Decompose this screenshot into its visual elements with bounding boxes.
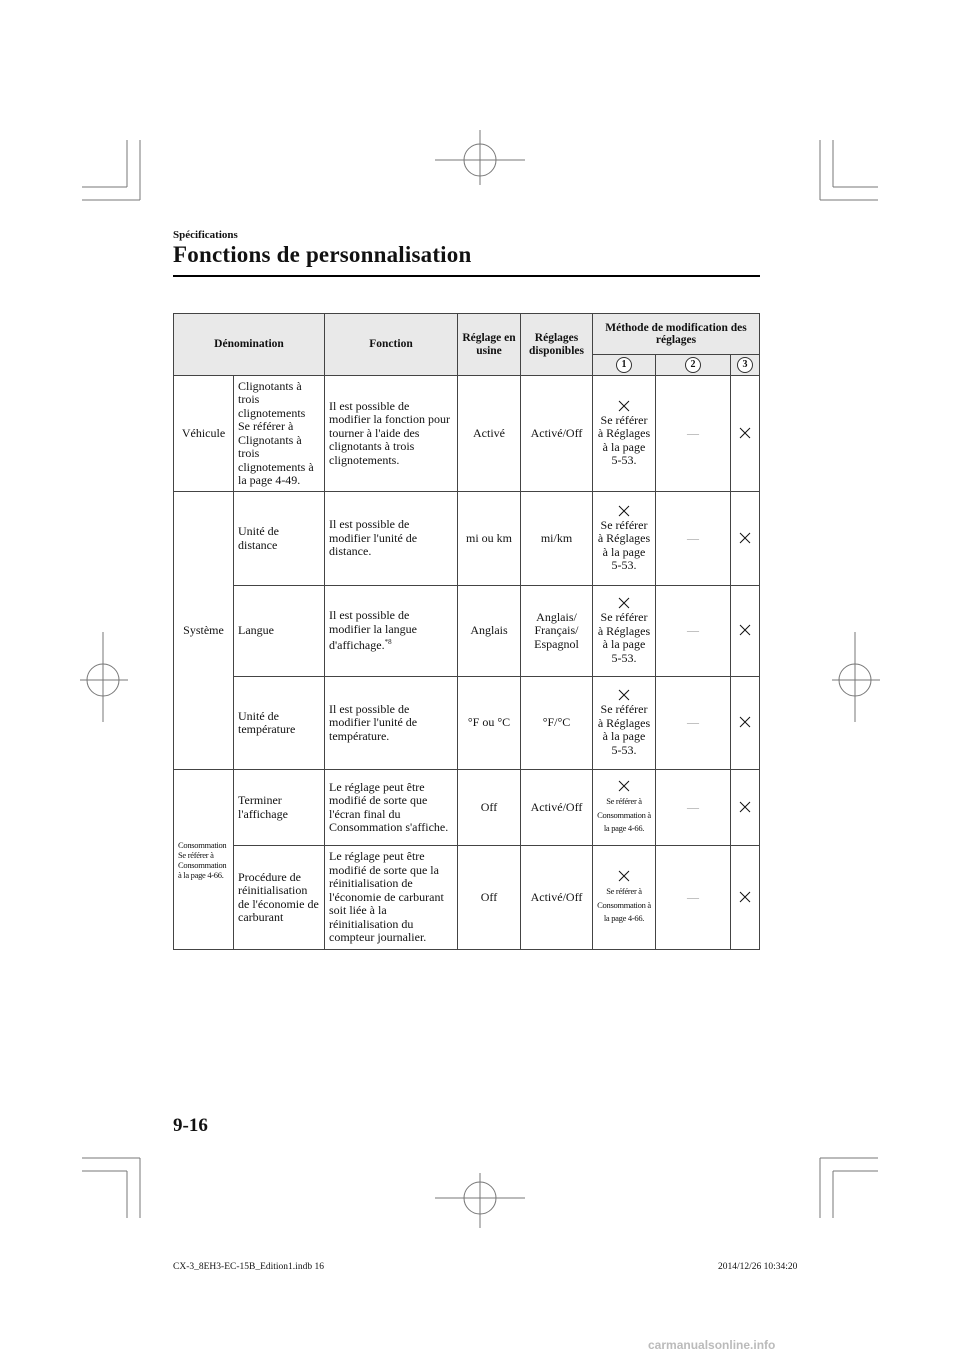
cross-icon [739,801,751,813]
customization-table [173,313,760,950]
method-reference: Se référer à Réglages à la page 5-53. [597,412,651,467]
method-1-cell [593,770,656,846]
cross-icon [618,780,630,792]
footnote-marker: *8 [384,638,392,647]
function-name-cell: Unité de distance [234,492,325,586]
dash-icon: — [687,425,699,440]
dash-icon: — [687,889,699,904]
description-cell: Il est possible de modifier l'unité de température. [325,677,458,770]
method-2-cell [656,846,731,950]
table-row [174,586,760,677]
method-1-cell [593,376,656,492]
method-3-cell [731,677,760,770]
header-methode: Méthode de modification des réglages [593,314,760,355]
title-divider [173,275,760,277]
table-row [174,846,760,950]
factory-cell: mi ou km [458,492,521,586]
description-cell [325,586,458,677]
method-2-cell [656,492,731,586]
footer-timestamp: 2014/12/26 10:34:20 [718,1262,798,1272]
method-2-cell [656,677,731,770]
table-row [174,770,760,846]
factory-cell: Anglais [458,586,521,677]
circled-number-1-icon: 1 [616,357,632,373]
description-text: Il est possible de modifier la langue d'affichage. [329,608,417,653]
group-cell: Système [174,492,234,770]
factory-cell: °F ou °C [458,677,521,770]
method-1-cell [593,586,656,677]
function-name-cell: Procédure de réinitialisation de l'économie de carburant [234,846,325,950]
function-name-cell: Clignotants à trois clignotements Se référer à Clignotants à trois clignotements à la page 4-49. [234,376,325,492]
dash-icon: — [687,623,699,638]
cross-icon [739,427,751,439]
method-2-cell [656,770,731,846]
cross-icon [618,400,630,412]
method-reference: Se référer à Réglages à la page 5-53. [597,517,651,572]
header-reglages-disponibles: Réglages disponibles [521,314,593,376]
watermark: carmanualsonline.info [648,1338,776,1352]
available-cell: °F/°C [521,677,593,770]
method-3-header [731,355,760,376]
table-row [174,492,760,586]
function-name-cell: Unité de température [234,677,325,770]
function-name-cell: Langue [234,586,325,677]
dash-icon: — [687,715,699,730]
method-2-cell [656,376,731,492]
method-reference: Se référer à Réglages à la page 5-53. [597,610,651,665]
method-1-cell [593,677,656,770]
method-3-cell [731,846,760,950]
table-header-row [174,314,760,355]
header-denomination: Dénomination [174,314,325,376]
method-3-cell [731,586,760,677]
available-cell: Activé/Off [521,376,593,492]
method-reference: Se référer à Consommation à la page 4-66. [597,796,651,834]
header-reglage-usine: Réglage en usine [458,314,521,376]
available-cell: Anglais/ Français/ Espagnol [521,586,593,677]
dash-icon: — [687,530,699,545]
footer-file-name: CX-3_8EH3-EC-15B_Edition1.indb 16 [173,1262,324,1272]
cross-icon [739,624,751,636]
method-1-cell [593,492,656,586]
page-title: Fonctions de personnalisation [173,242,472,267]
description-cell: Le réglage peut être modifié de sorte que la réinitialisation de l'économie de carburant soit liée à la réinitialisation du compteur journalier. [325,846,458,950]
available-cell: Activé/Off [521,846,593,950]
section-label: Spécifications [173,229,238,241]
header-fonction: Fonction [325,314,458,376]
description-cell: Il est possible de modifier la fonction pour tourner à l'aide des clignotants à trois clignotements. [325,376,458,492]
method-3-cell [731,770,760,846]
table-row [174,677,760,770]
circled-number-3-icon: 3 [737,357,753,373]
method-reference: Se référer à Réglages à la page 5-53. [597,702,651,757]
cross-icon [739,532,751,544]
table-row [174,376,760,492]
dash-icon: — [687,799,699,814]
group-cell: Consommation Se référer à Consommation à la page 4-66. [174,770,234,950]
available-cell: Activé/Off [521,770,593,846]
function-name-cell: Terminer l'affichage [234,770,325,846]
page-number: 9-16 [173,1115,208,1136]
method-reference: Se référer à Consommation à la page 4-66. [597,886,651,924]
method-2-cell [656,586,731,677]
factory-cell: Off [458,846,521,950]
group-cell: Véhicule [174,376,234,492]
method-1-cell [593,846,656,950]
factory-cell: Off [458,770,521,846]
cross-icon [618,870,630,882]
available-cell: mi/km [521,492,593,586]
cross-icon [739,891,751,903]
description-cell: Le réglage peut être modifié de sorte que l'écran final du Consommation s'affiche. [325,770,458,846]
method-3-cell [731,492,760,586]
method-1-header [593,355,656,376]
cross-icon [618,689,630,701]
method-2-header [656,355,731,376]
description-cell: Il est possible de modifier l'unité de distance. [325,492,458,586]
cross-icon [739,716,751,728]
method-3-cell [731,376,760,492]
cross-icon [618,597,630,609]
factory-cell: Activé [458,376,521,492]
cross-icon [618,505,630,517]
circled-number-2-icon: 2 [685,357,701,373]
